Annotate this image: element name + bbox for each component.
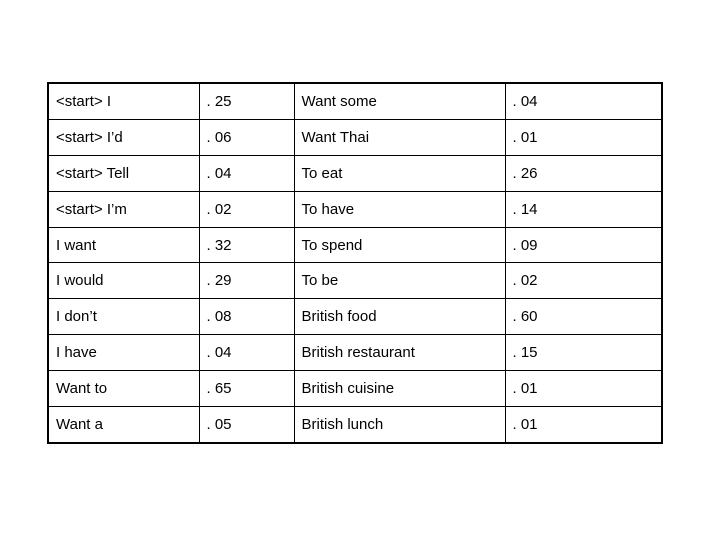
table-row (48, 191, 662, 227)
probability-cell: . 04 (199, 155, 294, 191)
probability-cell: . 09 (505, 227, 662, 263)
bigram-cell: Want a (48, 407, 199, 443)
bigram-cell: To spend (294, 227, 505, 263)
probability-cell: . 60 (505, 299, 662, 335)
probability-cell: . 01 (505, 407, 662, 443)
bigram-cell: British cuisine (294, 371, 505, 407)
bigram-cell: I don’t (48, 299, 199, 335)
bigram-cell: Want some (294, 83, 505, 119)
bigram-cell: <start> I’m (48, 191, 199, 227)
table-row (48, 407, 662, 443)
probability-cell: . 26 (505, 155, 662, 191)
probability-cell: . 04 (505, 83, 662, 119)
bigram-cell: British food (294, 299, 505, 335)
probability-cell: . 25 (199, 83, 294, 119)
bigram-cell: Want Thai (294, 119, 505, 155)
table-row (48, 119, 662, 155)
bigram-cell: Want to (48, 371, 199, 407)
probability-cell: . 65 (199, 371, 294, 407)
bigram-cell: To be (294, 263, 505, 299)
bigram-cell: British restaurant (294, 335, 505, 371)
probability-cell: . 08 (199, 299, 294, 335)
table-row (48, 227, 662, 263)
bigram-cell: To eat (294, 155, 505, 191)
bigram-cell: <start> I (48, 83, 199, 119)
probability-cell: . 05 (199, 407, 294, 443)
probability-cell: . 32 (199, 227, 294, 263)
bigram-cell: I want (48, 227, 199, 263)
probability-cell: . 15 (505, 335, 662, 371)
table-row (48, 371, 662, 407)
probability-cell: . 01 (505, 371, 662, 407)
table-row (48, 155, 662, 191)
bigram-cell: <start> I’d (48, 119, 199, 155)
probability-cell: . 04 (199, 335, 294, 371)
bigram-probability-table (47, 82, 663, 444)
table-row (48, 335, 662, 371)
bigram-cell: I would (48, 263, 199, 299)
bigram-cell: I have (48, 335, 199, 371)
table-row (48, 299, 662, 335)
probability-cell: . 02 (505, 263, 662, 299)
bigram-cell: <start> Tell (48, 155, 199, 191)
probability-cell: . 01 (505, 119, 662, 155)
probability-cell: . 29 (199, 263, 294, 299)
table-row (48, 83, 662, 119)
table-row (48, 263, 662, 299)
bigram-cell: To have (294, 191, 505, 227)
bigram-cell: British lunch (294, 407, 505, 443)
probability-cell: . 06 (199, 119, 294, 155)
probability-cell: . 02 (199, 191, 294, 227)
probability-cell: . 14 (505, 191, 662, 227)
